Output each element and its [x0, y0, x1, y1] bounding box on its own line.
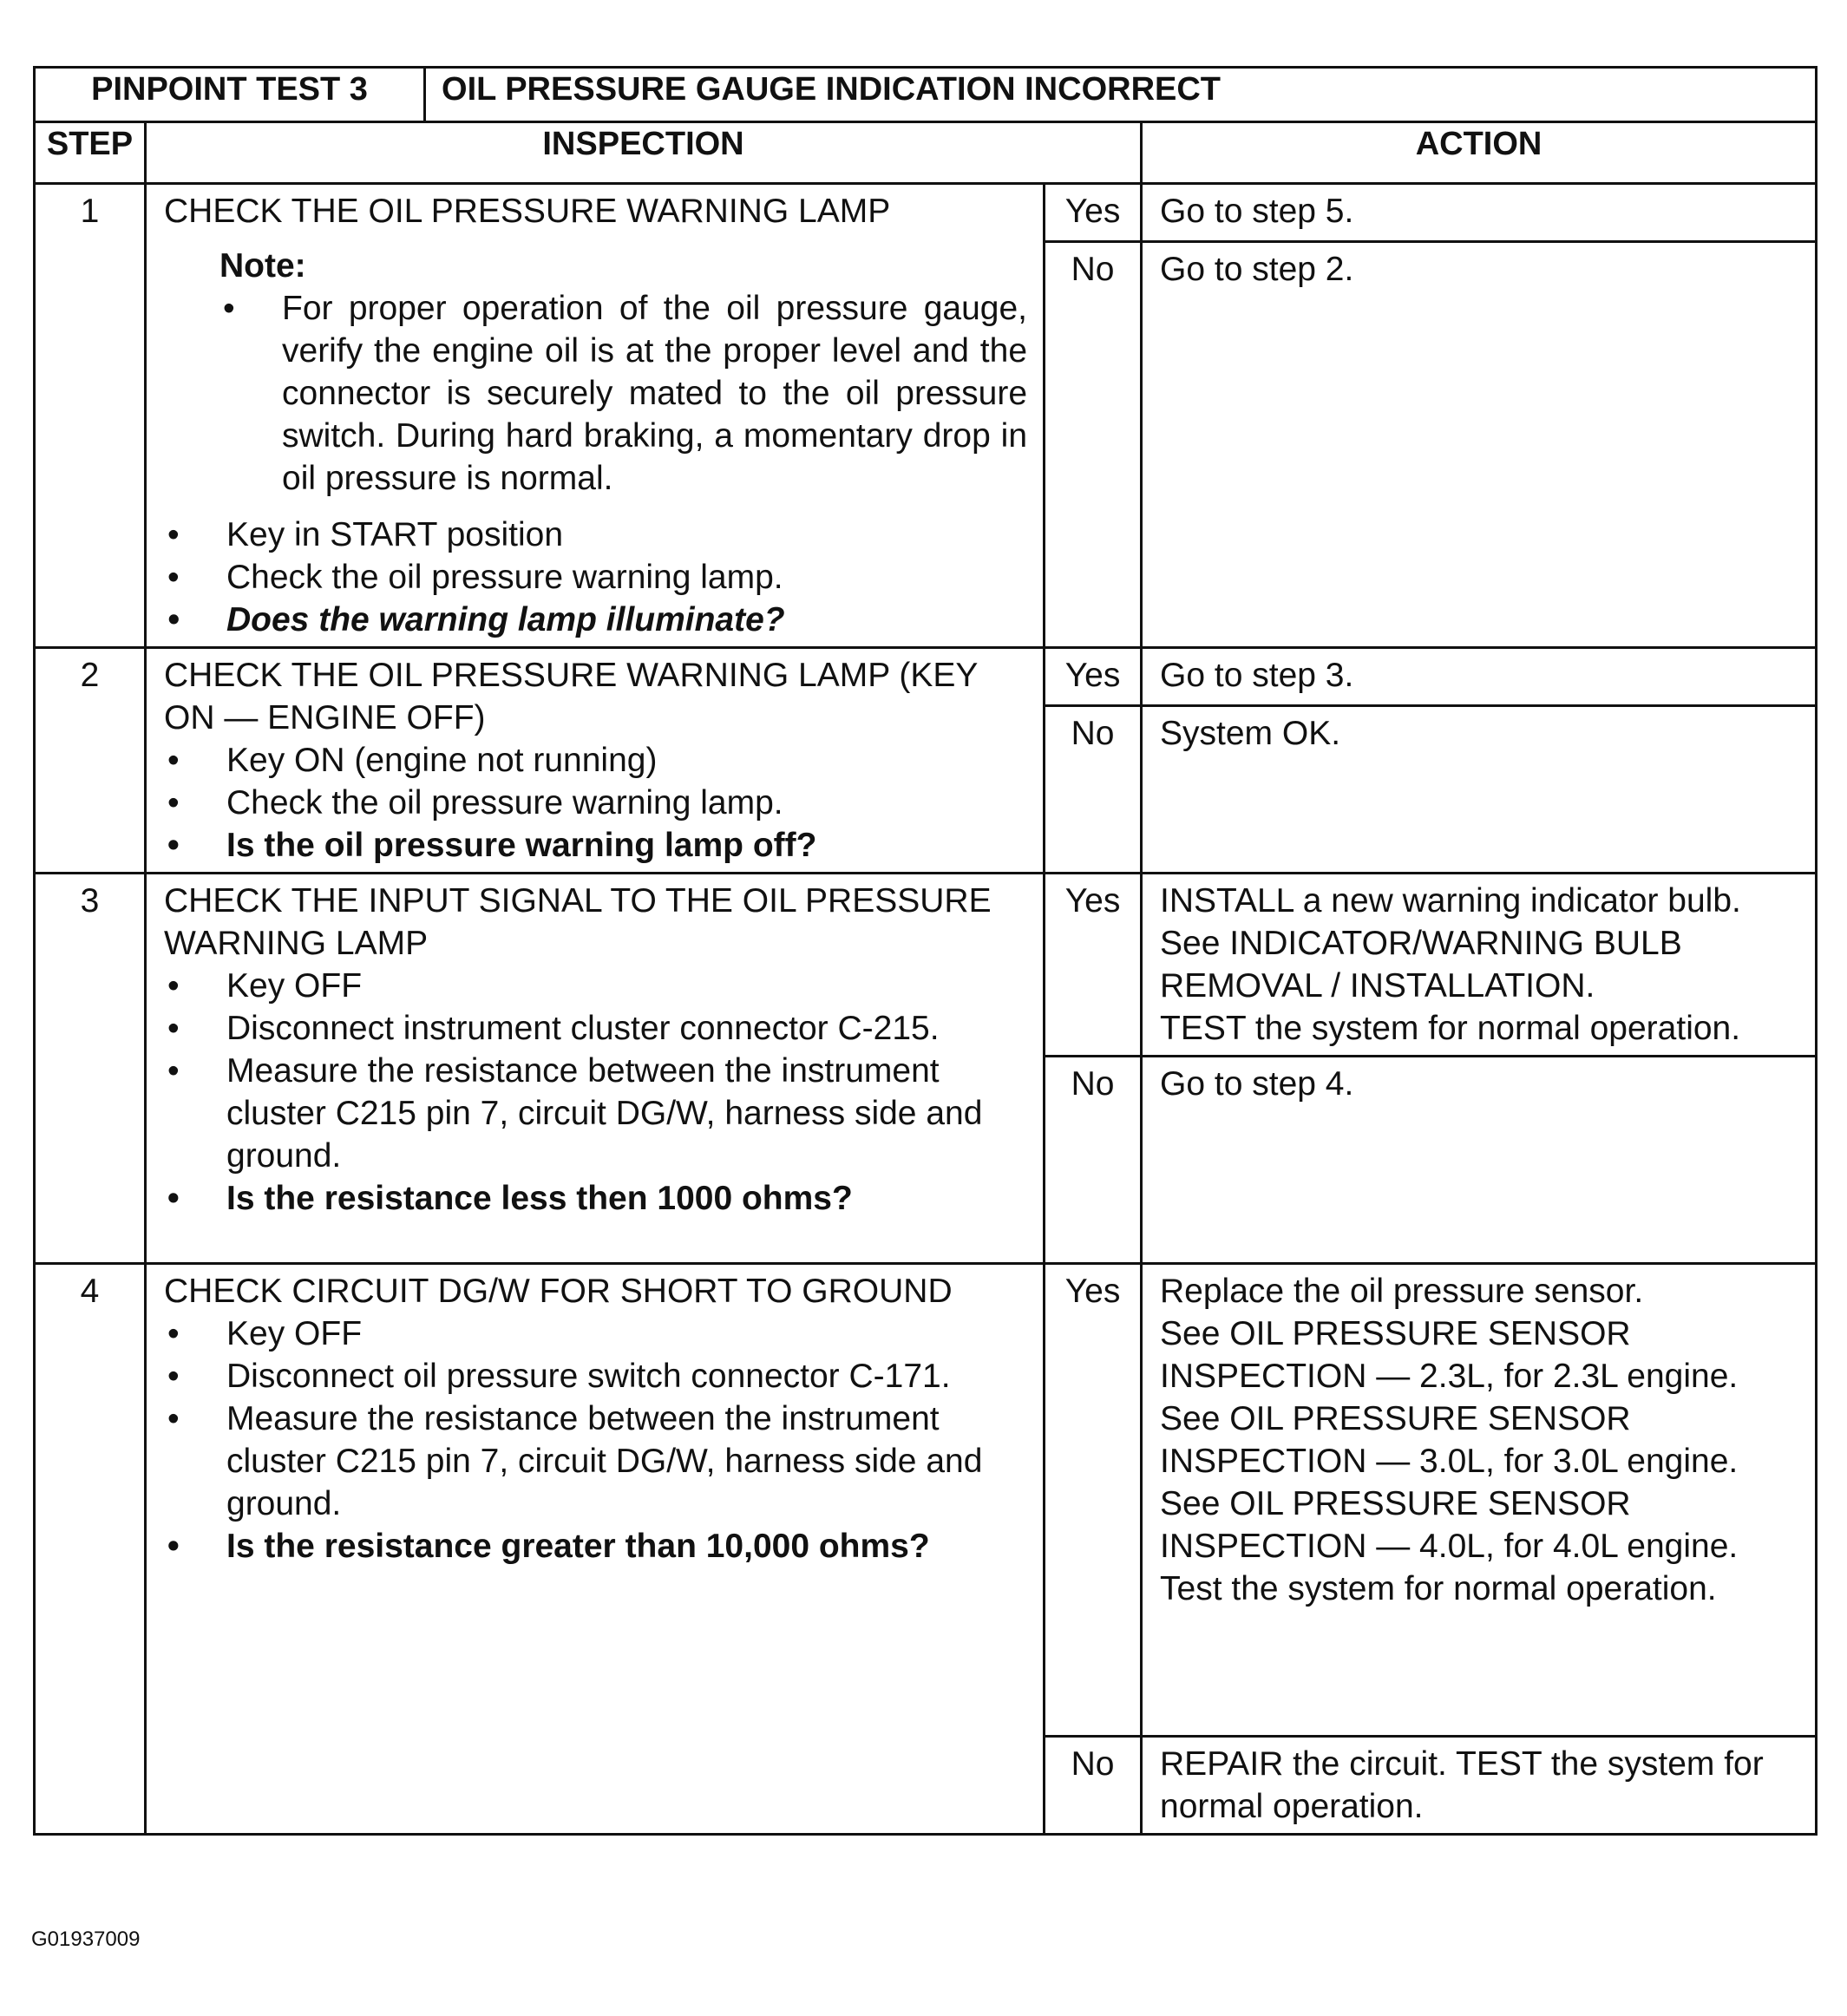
list-item: • Check the oil pressure warning lamp.	[164, 782, 1027, 824]
yes-action: Go to step 3.	[1142, 648, 1817, 706]
list-item: • Key ON (engine not running)	[164, 739, 1027, 782]
no-label: No	[1045, 1737, 1142, 1835]
step-question: • Is the resistance greater than 10,000 ohms?	[164, 1525, 1027, 1568]
header-row	[35, 122, 1817, 184]
list-item: • Key OFF	[164, 1312, 1027, 1355]
action-line: Test the system for normal operation.	[1160, 1570, 1717, 1607]
step-heading: CHECK THE OIL PRESSURE WARNING LAMP	[164, 193, 891, 230]
step-2-row-yes	[35, 648, 1817, 706]
action-line: See OIL PRESSURE SENSOR INSPECTION — 2.3L, for 2.3L engine.	[1160, 1315, 1739, 1395]
step-inspection	[146, 874, 1045, 1264]
figure-code: G01937009	[31, 1928, 141, 1951]
step-inspection	[146, 184, 1045, 648]
step-header: STEP	[35, 122, 146, 184]
action-line: See OIL PRESSURE SENSOR INSPECTION — 4.0L, for 4.0L engine.	[1160, 1485, 1739, 1565]
step-3-row-yes	[35, 874, 1817, 1057]
list-item: • Key OFF	[164, 965, 1027, 1007]
step-question: • Is the resistance less then 1000 ohms?	[164, 1177, 1027, 1220]
no-label: No	[1045, 1057, 1142, 1264]
pinpoint-test-table	[33, 66, 1818, 1836]
no-label: No	[1045, 706, 1142, 874]
yes-action	[1142, 874, 1817, 1057]
step-number: 2	[35, 648, 146, 874]
step-number: 4	[35, 1264, 146, 1835]
yes-label: Yes	[1045, 184, 1142, 242]
list-item: • Disconnect instrument cluster connector C-215.	[164, 1007, 1027, 1050]
step-question: • Does the warning lamp illuminate?	[164, 599, 1027, 641]
step-heading: CHECK CIRCUIT DG/W FOR SHORT TO GROUND	[164, 1273, 953, 1310]
yes-label: Yes	[1045, 874, 1142, 1057]
no-action: System OK.	[1142, 706, 1817, 874]
action-line: INSTALL a new warning indicator bulb.	[1160, 882, 1741, 920]
step-number: 1	[35, 184, 146, 648]
list-item: • Measure the resistance between the instrument cluster C215 pin 7, circuit DG/W, harness side and ground.	[164, 1050, 1027, 1177]
note-block	[219, 245, 1027, 500]
step-heading: CHECK THE INPUT SIGNAL TO THE OIL PRESSURE WARNING LAMP	[164, 882, 992, 962]
step-question: • Is the oil pressure warning lamp off?	[164, 824, 1027, 867]
step-bullets	[164, 514, 1027, 641]
no-action: Go to step 2.	[1142, 242, 1817, 648]
yes-label: Yes	[1045, 648, 1142, 706]
yes-action	[1142, 1264, 1817, 1737]
list-item: • Key in START position	[164, 514, 1027, 556]
no-label: No	[1045, 242, 1142, 648]
action-line: Replace the oil pressure sensor.	[1160, 1273, 1644, 1310]
step-inspection	[146, 1264, 1045, 1835]
note-label: Note:	[219, 247, 306, 285]
step-bullets	[164, 739, 1027, 867]
yes-label: Yes	[1045, 1264, 1142, 1737]
list-item: • Disconnect oil pressure switch connector C-171.	[164, 1355, 1027, 1397]
step-bullets	[164, 1312, 1027, 1568]
action-header: ACTION	[1142, 122, 1817, 184]
no-action: REPAIR the circuit. TEST the system for normal operation.	[1142, 1737, 1817, 1835]
step-inspection	[146, 648, 1045, 874]
step-heading: CHECK THE OIL PRESSURE WARNING LAMP (KEY ON — ENGINE OFF)	[164, 657, 978, 736]
action-line: See OIL PRESSURE SENSOR INSPECTION — 3.0L, for 3.0L engine.	[1160, 1400, 1739, 1480]
inspection-header: INSPECTION	[146, 122, 1142, 184]
list-item: • Check the oil pressure warning lamp.	[164, 556, 1027, 599]
action-line: See INDICATOR/WARNING BULB REMOVAL / INSTALLATION.	[1160, 925, 1682, 1005]
step-1-row-yes	[35, 184, 1817, 242]
step-bullets	[164, 965, 1027, 1220]
no-action: Go to step 4.	[1142, 1057, 1817, 1264]
step-4-row-yes	[35, 1264, 1817, 1737]
note-text: • For proper operation of the oil pressure gauge, verify the engine oil is at the proper level and the connector is securely mated to the oil pressure switch. During hard braking, a momentary drop in oil pressure is normal.	[219, 287, 1027, 500]
title-row	[35, 68, 1817, 122]
test-name: OIL PRESSURE GAUGE INDICATION INCORRECT	[425, 68, 1817, 122]
yes-action: Go to step 5.	[1142, 184, 1817, 242]
step-number: 3	[35, 874, 146, 1264]
pinpoint-test-sheet	[33, 66, 1815, 1836]
test-id: PINPOINT TEST 3	[35, 68, 425, 122]
action-line: TEST the system for normal operation.	[1160, 1010, 1741, 1047]
list-item: • Measure the resistance between the instrument cluster C215 pin 7, circuit DG/W, harness side and ground.	[164, 1397, 1027, 1525]
